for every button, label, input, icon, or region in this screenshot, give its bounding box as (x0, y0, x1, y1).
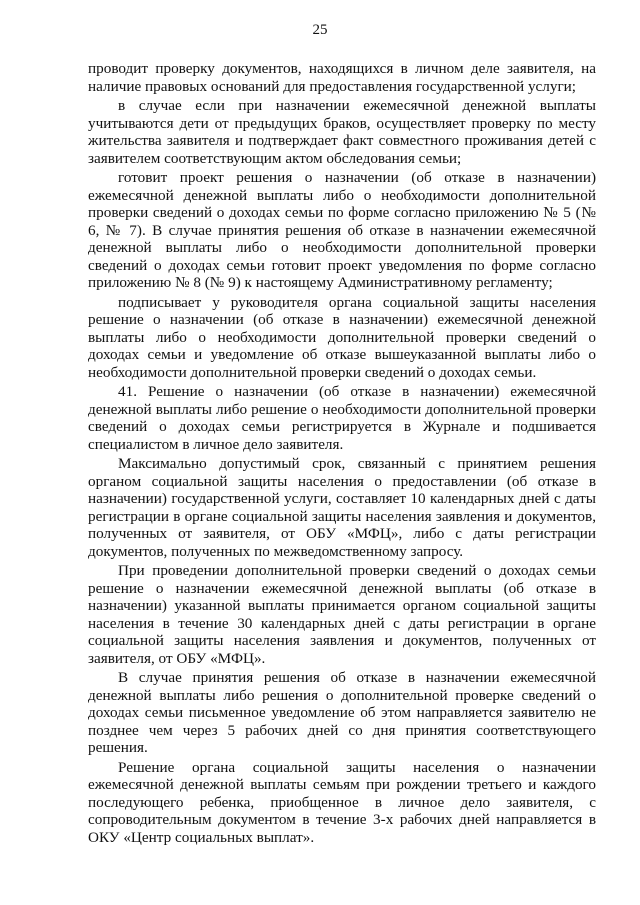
body-text (88, 60, 596, 848)
paragraph: 41. Решение о назначении (об отказе в назначении) ежемесячной денежной выплаты либо решение о необходимости дополнительной проверки сведений о доходах семьи регистрируется в Журнале и подшивается специалистом в личное дело заявителя. (88, 383, 596, 453)
paragraph: При проведении дополнительной проверки сведений о доходах семьи решение о назначении ежемесячной денежной выплаты (об отказе в назначении) указанной выплаты принимается органом социальной защиты населения в течение 30 календарных дней с даты регистрации в органе социальной защиты населения заявления и документов, полученных от заявителя, от ОБУ «МФЦ». (88, 562, 596, 667)
paragraph: в случае если при назначении ежемесячной денежной выплаты учитываются дети от предыдущих браков, осуществляет проверку по месту жительства заявителя и подтверждает факт совместного проживания детей с заявителем соответствующим актом обследования семьи; (88, 97, 596, 167)
paragraph: готовит проект решения о назначении (об отказе в назначении) ежемесячной денежной выплаты либо о необходимости дополнительной проверки сведений о доходах семьи по форме согласно приложению № 5 (№ 6, № 7). В случае принятия решения об отказе в назначении ежемесячной денежной выплаты либо о необходимости дополнительной проверки сведений о доходах семьи готовит проект уведомления по форме согласно приложению № 8 (№ 9) к настоящему Административному регламенту; (88, 169, 596, 291)
page-number: 25 (312, 22, 328, 38)
paragraph: Решение органа социальной защиты населения о назначении ежемесячной денежной выплаты семьям при рождении третьего и каждого последующего ребенка, приобщенное в личное дело заявителя, с сопроводительным документом в течение 3-х рабочих дней направляется в ОКУ «Центр социальных выплат». (88, 758, 596, 846)
paragraph: В случае принятия решения об отказе в назначении ежемесячной денежной выплаты либо решения о дополнительной проверке сведений о доходах семьи письменное уведомление об этом направляется заявителю не позднее чем через 5 рабочих дней со дня принятия соответствующего решения. (88, 669, 596, 756)
paragraph: проводит проверку документов, находящихся в личном деле заявителя, на наличие правовых оснований для предоставления государственной услуги; (88, 60, 596, 95)
paragraph: подписывает у руководителя органа социальной защиты населения решение о назначении (об отказе в назначении) ежемесячной денежной выплаты либо о необходимости дополнительной проверки сведений о доходах семьи и уведомление об отказе вышеуказанной выплаты либо о необходимости дополнительной проверки сведений о доходах семьи. (88, 293, 596, 381)
paragraph: Максимально допустимый срок, связанный с принятием решения органом социальной защиты населения о предоставлении (об отказе в назначении) государственной услуги, составляет 10 календарных дней с даты регистрации в органе социальной защиты населения заявления и документов, полученных от заявителя, от ОБУ «МФЦ», либо с даты регистрации документов, полученных по межведомственному запросу. (88, 455, 596, 560)
